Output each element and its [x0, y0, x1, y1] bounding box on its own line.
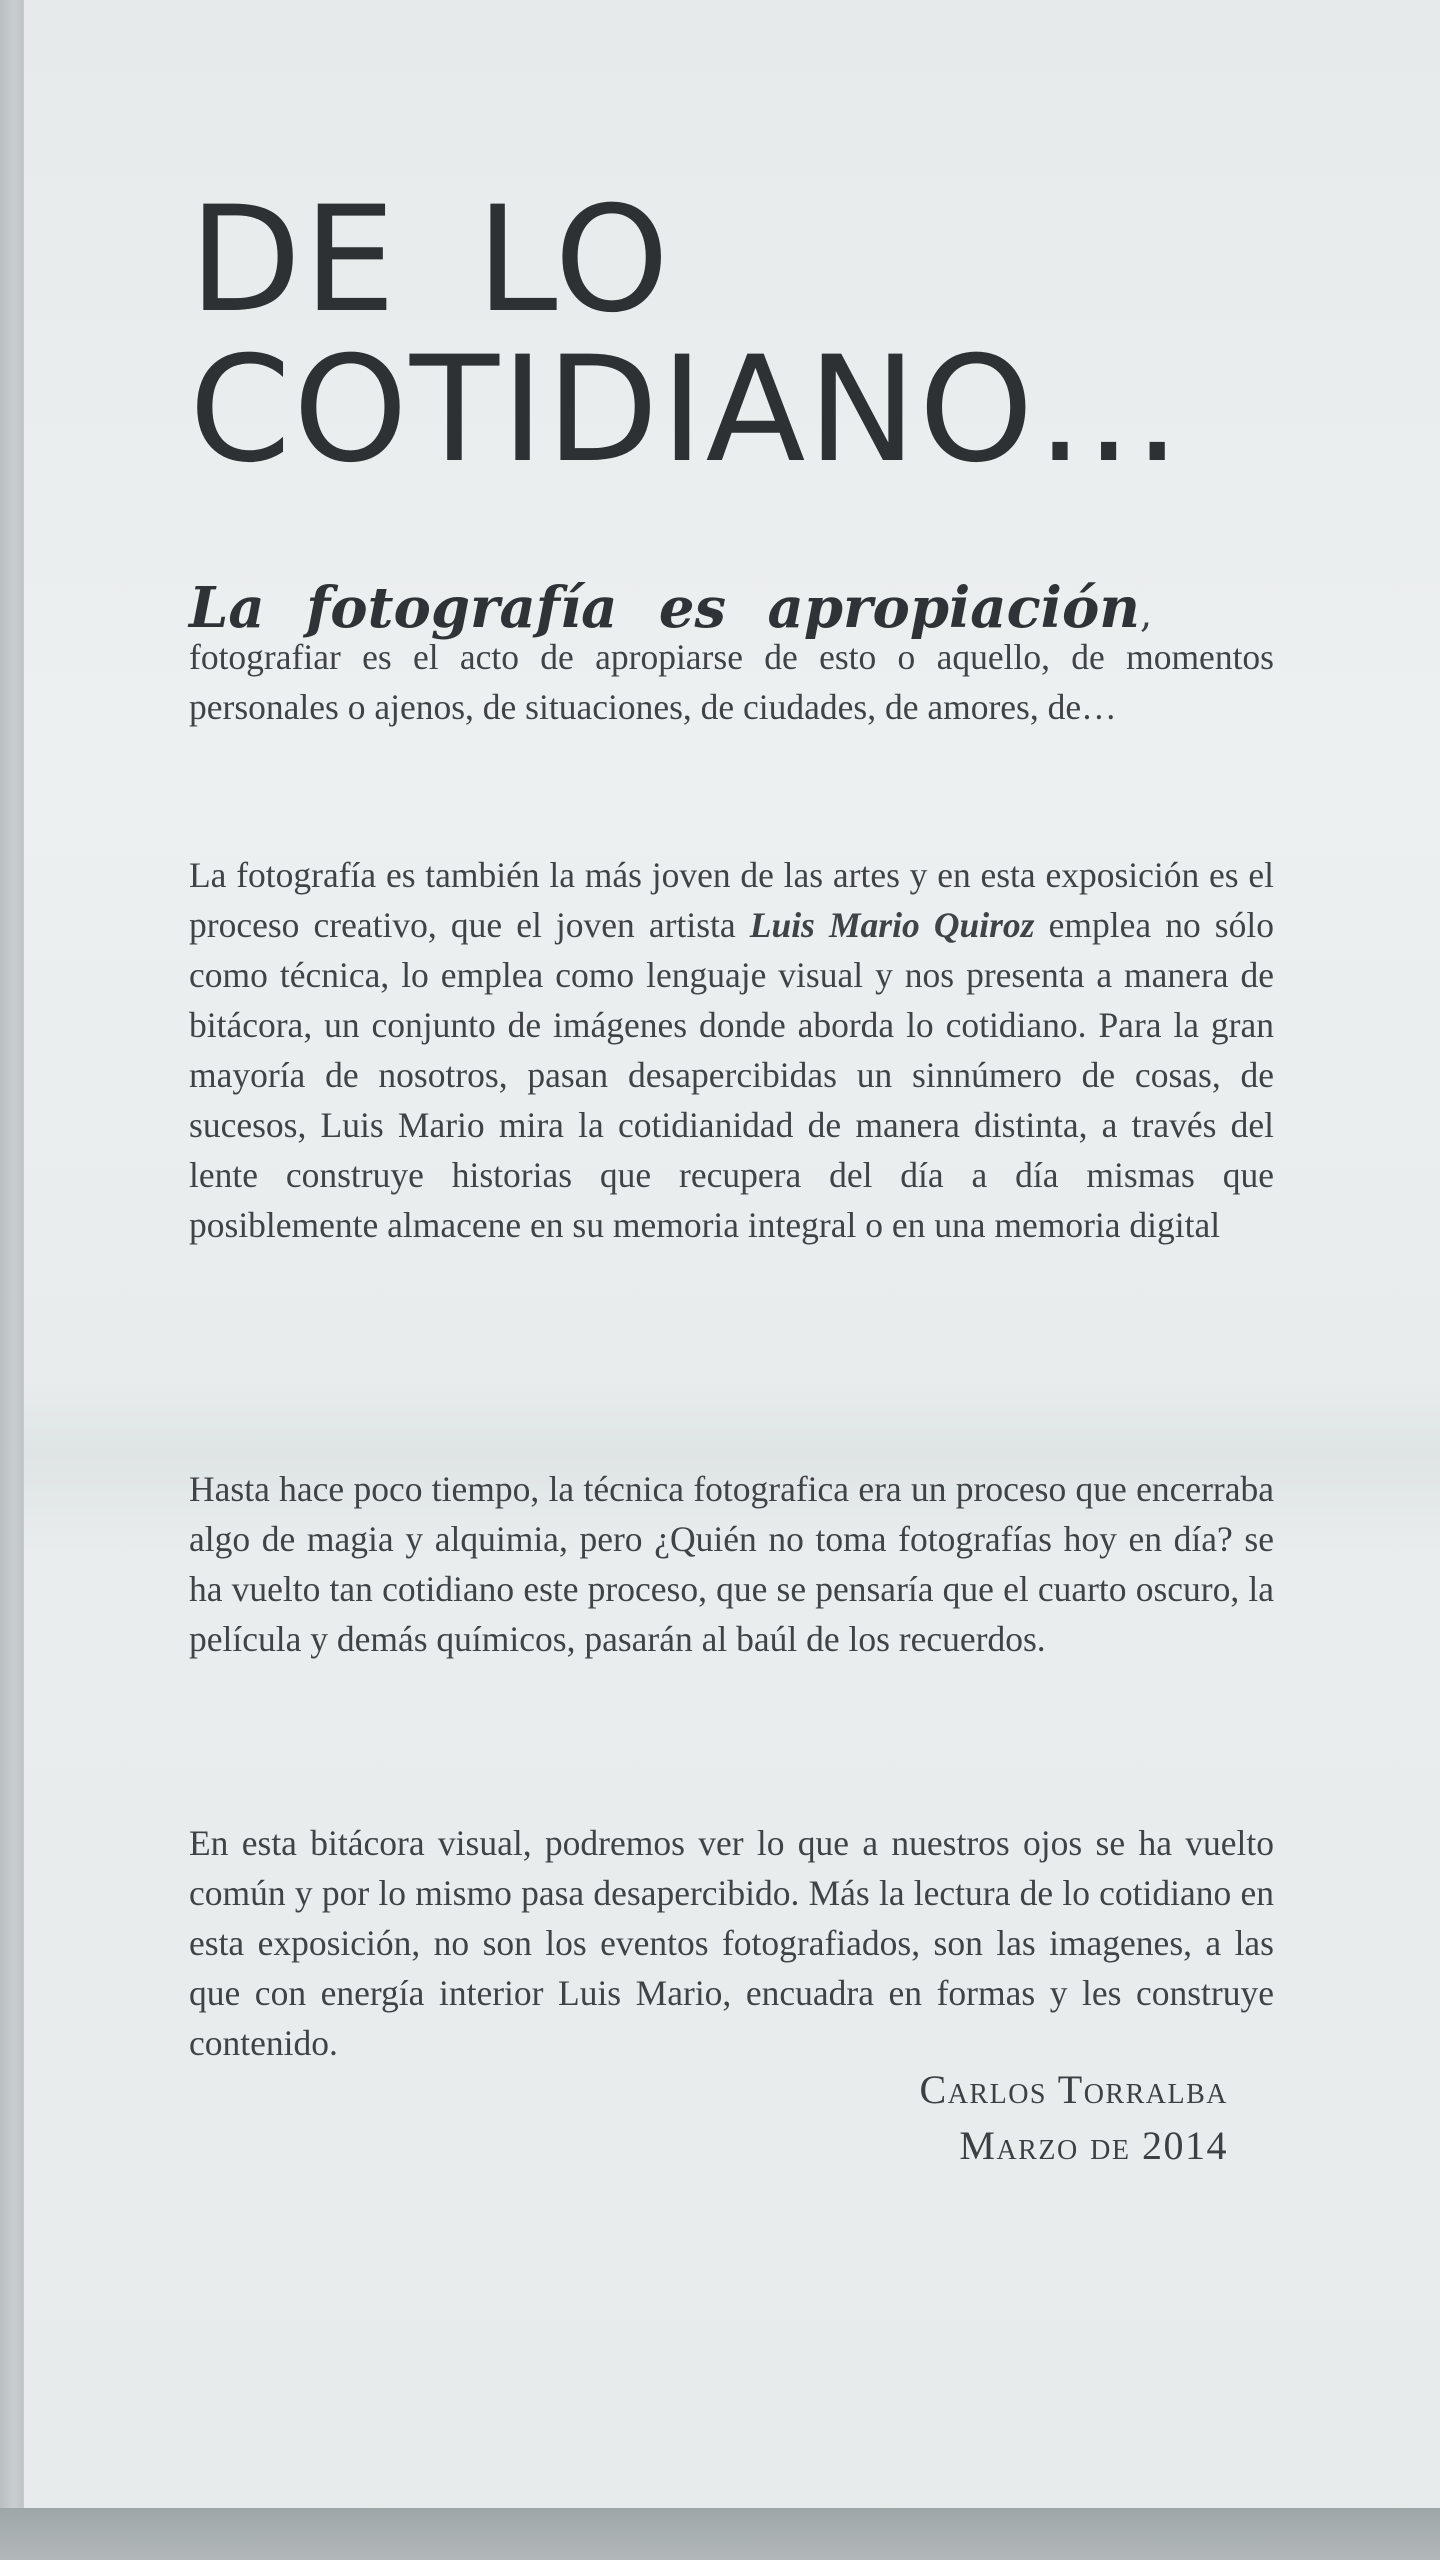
paragraph-artist-part-a: La fotografía es también la más joven de las artes y en esta exposición es el proceso creativo, que el joven artista	[189, 855, 1274, 945]
paragraph-technique: Hasta hace poco tiempo, la técnica fotografica era un proceso que encerraba algo de magia y alquimia, pero ¿Quién no toma fotografías hoy en día? se ha vuelto tan cotidiano este proceso, que se pensaría que el cuarto oscuro, la película y demás químicos, pasarán al baúl de los recuerdos.	[189, 1469, 1274, 1659]
signature-date: Marzo de 2014	[959, 2123, 1228, 2168]
lead-comma: ,	[1140, 592, 1153, 636]
signature-name: Carlos Torralba	[919, 2067, 1228, 2112]
poster-title	[189, 175, 1184, 495]
paragraph-conclusion: En esta bitácora visual, podremos ver lo que a nuestros ojos se ha vuelto común y por lo mismo pasa desapercibido. Más la lectura de lo cotidiano en esta exposición, no son los eventos fotografiados, son las imagenes, a las que con energía interior Luis Mario, encuadra en formas y les construye contenido.	[189, 1823, 1274, 2063]
lead-phrase: La fotografía es apropiación	[189, 575, 1141, 641]
paragraph-intro: fotografiar es el acto de apropiarse de esto o aquello, de momentos personales o ajenos, de situaciones, de ciudades, de amores, de…	[189, 637, 1274, 727]
paragraph-artist-part-b: emplea no sólo como técnica, lo emplea como lenguaje visual y nos presenta a manera de bitácora, un conjunto de imágenes donde aborda lo cotidiano. Para la gran mayoría de nosotros, pasan desapercibidas un sinnúmero de cosas, de sucesos, Luis Mario mira la cotidianidad de manera distinta, a través del lente construye historias que recupera del día a día mismas que posiblemente almacene en su memoria integral o en una memoria digital	[189, 905, 1274, 1245]
signature-block	[920, 2062, 1228, 2174]
exhibition-text-panel	[24, 0, 1440, 2508]
title-line-1: DE LO	[189, 175, 672, 345]
floor-strip	[0, 2508, 1440, 2560]
title-line-2: COTIDIANO…	[189, 325, 1184, 495]
paragraph-artist	[189, 850, 1274, 1250]
artist-name: Luis Mario Quiroz	[749, 905, 1035, 945]
